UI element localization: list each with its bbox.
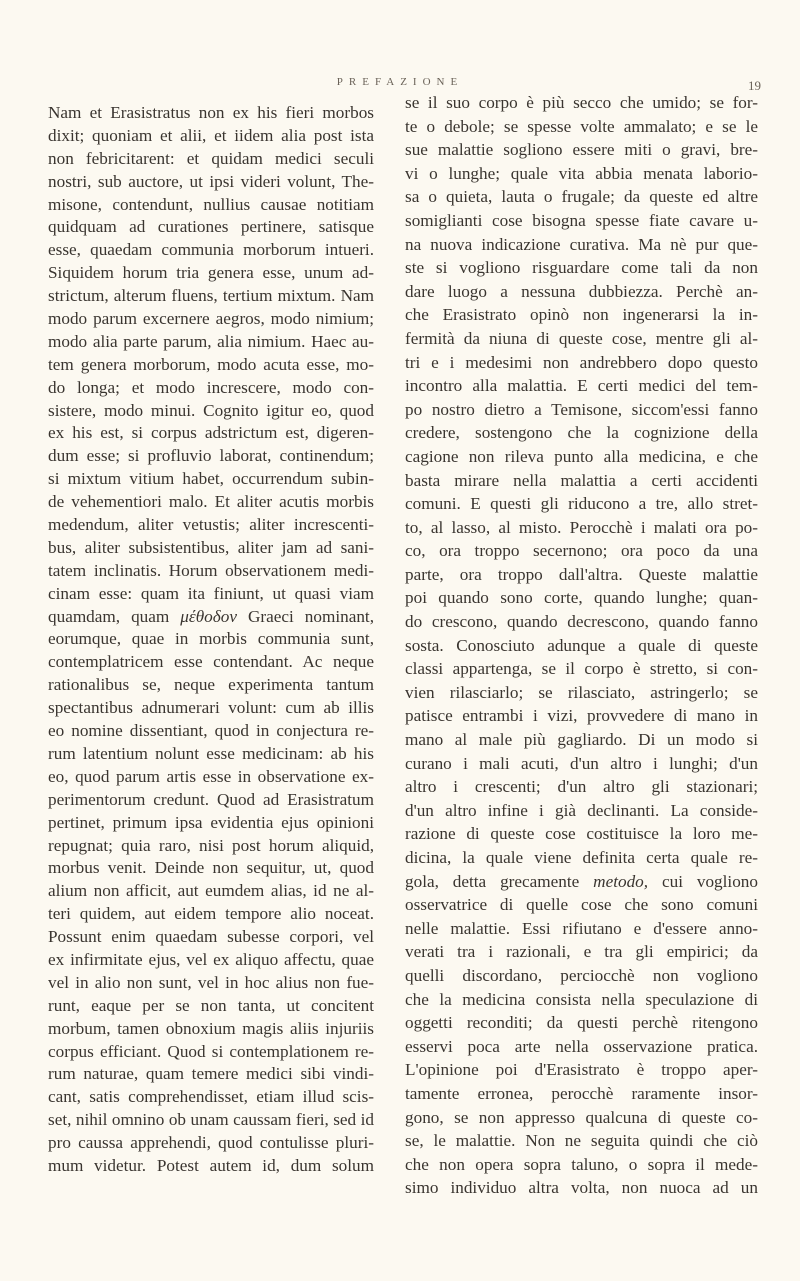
text-line: tamente erronea, perocchè raramente insor- (405, 1083, 758, 1103)
text-line: modo alia parte parum, alia nimium. Haec au- (48, 331, 374, 351)
italic-term: μέθοδον (180, 606, 237, 626)
text-line: bus, aliter subsistentibus, aliter jam ad sani- (48, 537, 374, 557)
text-line: Possunt enim quaedam subesse corpori, vel (48, 927, 374, 947)
text-line: altro i crescenti; d'un altro gli stazionari; (405, 777, 758, 797)
text-line: sa o quieta, lauta o frugale; da queste ed altre (405, 187, 758, 207)
text-line: vel in alio non sunt, vel in hoc alius non fue- (48, 972, 374, 992)
text-line: mano al male più gagliardo. Di un modo si (405, 730, 758, 750)
text-line: sistere, modo minui. Cognito igitur eo, quod (48, 400, 374, 420)
text-line: oggetti reconditi; da questi perchè ritengono (405, 1013, 758, 1033)
text-line: L'opinione poi d'Erasistrato è troppo aper- (405, 1060, 758, 1080)
text-line: vien rilasciarlo; se rilasciato, astringerlo; se (405, 682, 758, 702)
text-line: Nam et Erasistratus non ex his fieri morbos (48, 103, 374, 122)
text-line: razione di queste cose costituisce la loro me- (405, 824, 758, 844)
text-line: eo nomine dissentiant, quod in conjectura re- (48, 721, 374, 741)
text-line: non febricitarent: et quidam medici seculi (48, 148, 374, 168)
text-segment: Graeci nominant, (236, 606, 374, 626)
text-line: somiglianti cose bisogna spesse fiate cavare u- (405, 210, 758, 230)
text-line: morbum, tamen obnoxium magis aliis injuriis (48, 1018, 374, 1038)
text-line: dicina, la quale viene definita certa quale re- (405, 848, 758, 867)
text-line: che la medicina consista nella speculazione di (405, 989, 758, 1009)
text-line: do crescono, quando decrescono, quando fanno (405, 612, 758, 632)
text-line: rum naturae, quam temere medici sibi vindi- (48, 1064, 374, 1084)
text-line: po nostro dietro a Temisone, siccom'essi fanno (405, 399, 758, 419)
text-line: co, ora troppo secernono; ora poco da una (405, 541, 758, 561)
text-line: mum videtur. Potest autem id, dum solum (48, 1155, 374, 1175)
text-line: morbus venit. Deinde non sequitur, ut, quod (48, 858, 374, 878)
text-line: teri quidem, aut eidem tempore alio noceat. (48, 904, 374, 924)
text-line: credere, sostengono che la cognizione della (405, 423, 758, 443)
text-line: ex infirmitate ejus, vel ex aliquo affectu, quae (48, 949, 374, 969)
text-line: te o debole; se spesse volte ammalato; e se le (405, 116, 758, 136)
text-line: cant, satis comprehendisset, etiam illud scis- (48, 1087, 374, 1107)
text-line: misone, contendunt, nullius causae notitiam (48, 194, 374, 214)
text-line: do longa; et modo increscere, modo con- (48, 377, 374, 397)
text-line: poi quando sono corte, quando lunghe; quan- (405, 588, 758, 608)
text-line: se, le malattie. Non ne seguita quindi che ciò (405, 1131, 758, 1151)
text-line: quidquam ad curationes pertinere, satisque (48, 217, 374, 237)
text-line: se il suo corpo è più secco che umido; se for- (405, 93, 758, 112)
text-line: cagione non rileva punto alla medicina, e che (405, 446, 758, 466)
text-line: parte, ora troppo dall'altra. Queste malattie (405, 564, 758, 584)
text-line: classi appartenga, se il corpo è stretto, si con- (405, 659, 758, 679)
text-line: tatem inclinatis. Horum observationem medi- (48, 560, 374, 580)
latin-text-column (48, 102, 374, 1178)
running-title: PREFAZIONE (336, 76, 464, 88)
text-line: che non opera sopra taluno, o sopra il mede- (405, 1154, 758, 1174)
text-line: dare luogo a nessuna dubbiezza. Perchè an- (405, 281, 758, 301)
text-line: patisce entrambi i vizi, provvedere di mano in (405, 706, 758, 726)
text-line: esse, quaedam communia morborum intueri. (48, 240, 374, 260)
text-line: Siquidem horum tria genera esse, unum ad- (48, 263, 374, 283)
italian-text-column (405, 91, 758, 1200)
text-line: de vehementiori malo. Et aliter acutis morbis (48, 492, 374, 512)
text-line: incontro alla malattia. E certi medici del tem- (405, 376, 758, 396)
text-line: gono, se non appresso qualcuna di queste co- (405, 1107, 758, 1127)
text-line: tri e i medesimi non andrebbero dopo questo (405, 352, 758, 372)
text-line: set, nihil omnino ob unam caussam fieri, sed id (48, 1110, 374, 1130)
text-line: simo individuo altra volta, non nuoca ad un (405, 1178, 758, 1198)
italic-term: metodo, (593, 871, 649, 891)
text-line (405, 870, 758, 894)
text-line: eorumque, quae in morbis communia sunt, (48, 629, 374, 649)
text-line (48, 606, 374, 629)
text-line: sosta. Conosciuto adunque a quale di queste (405, 635, 758, 655)
text-line: vi o lunghe; quale vita abbia menata laborio- (405, 163, 758, 183)
text-line: tem genera morborum, modo acuta esse, mo- (48, 354, 374, 374)
text-line: nelle malattie. Essi rifiutano e d'essere anno- (405, 918, 758, 938)
text-line: quelli discordano, perciocchè non vogliono (405, 965, 758, 985)
text-line: verati tra i razionali, e tra gli empirici; da (405, 942, 758, 962)
text-segment: gola, detta grecamente (405, 871, 594, 891)
text-line: comuni. E questi gli riducono a tre, allo stret- (405, 494, 758, 514)
text-line: pro caussa apprehendi, quod contulisse pluri- (48, 1133, 374, 1153)
text-line: dixit; quoniam et alii, et iidem alia post ista (48, 125, 374, 145)
text-line: ex his est, si corpus adstrictum est, digeren- (48, 423, 374, 443)
text-line: rum latentium nolunt esse medicinam: ab his (48, 743, 374, 763)
text-line: basta mirare nella malattia a certi accidenti (405, 470, 758, 490)
text-line: na nuova indicazione curativa. Ma nè pur que- (405, 234, 758, 254)
text-line: alium non afficit, aut eumdem alias, id ne al- (48, 881, 374, 901)
text-line: d'un altro infine i già declinanti. La conside- (405, 800, 758, 820)
text-line: pertinet, primum ipsa evidentia ejus opinioni (48, 812, 374, 832)
text-line: runt, eaque per se non tanta, ut concitent (48, 995, 374, 1015)
text-line: repugnat; quia raro, nisi post horum aliquid, (48, 835, 374, 855)
text-line: esservi poca arte nella osservazione pratica. (405, 1036, 758, 1056)
text-line: sue malattie sogliono essere miti o gravi, bre- (405, 140, 758, 160)
text-line: modo parum excernere aegros, modo nimium; (48, 309, 374, 329)
text-line: osservatrice di quelle cose che sono comuni (405, 895, 758, 915)
text-segment: cui vogliono (648, 871, 758, 891)
text-line: contemplatricem esse contendant. Ac neque (48, 652, 374, 672)
text-line: dum esse; si profluvio laborat, continendum; (48, 446, 374, 466)
text-line: cinam esse: quam ita finiunt, ut quasi viam (48, 583, 374, 603)
text-line: to, al lasso, al misto. Perocchè i malati ora po- (405, 517, 758, 537)
text-line: curano i mali acuti, d'un altro i lunghi; d'un (405, 753, 758, 773)
page-number: 19 (748, 78, 761, 93)
text-line: eo, quod parum artis esse in observatione ex- (48, 766, 374, 786)
text-line: che Erasistrato opinò non ingenerarsi la in- (405, 305, 758, 325)
text-line: strictum, alterum fluens, tertium mixtum. Nam (48, 286, 374, 306)
text-line: ste si vogliono risguardare come tali da non (405, 258, 758, 278)
text-line: si mixtum vitium habet, occurrendum subin- (48, 469, 374, 489)
text-line: medendum, aliter vetustis; aliter increscenti- (48, 515, 374, 535)
text-line: rationalibus se, neque experimenta tantum (48, 675, 374, 695)
text-segment: quamdam, quam (48, 606, 181, 626)
text-line: nostri, sub auctore, ut ipsi videri volunt, The- (48, 171, 374, 191)
text-line: perimentorum credunt. Quod ad Erasistratum (48, 789, 374, 809)
text-line: fermità da niuna di queste cose, mentre gli al- (405, 328, 758, 348)
text-line: corpus efficiant. Quod si contemplationem re- (48, 1041, 374, 1061)
text-line: spectantibus adnumerari volunt: cum ab illis (48, 698, 374, 718)
